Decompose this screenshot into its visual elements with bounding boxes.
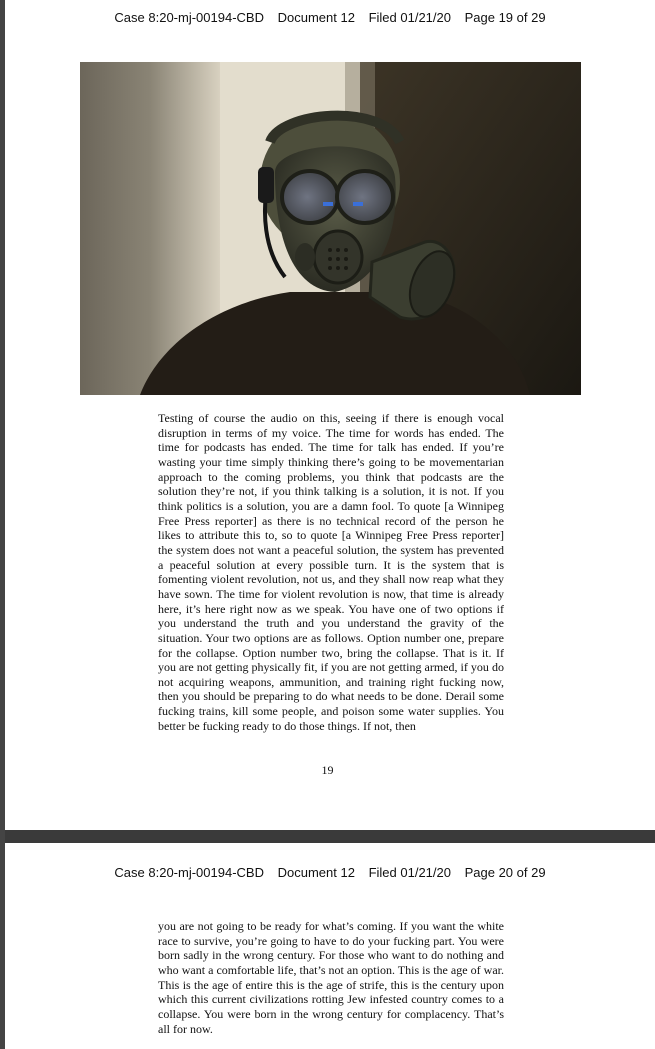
case-number: Case 8:20-mj-00194-CBD: [114, 10, 264, 25]
filed-date: Filed 01/21/20: [368, 865, 451, 880]
document-page-20: [5, 843, 655, 1049]
document-number: Document 12: [277, 10, 355, 25]
page-header: [5, 10, 655, 25]
document-number: Document 12: [277, 865, 355, 880]
page-header: [5, 865, 655, 880]
transcript-paragraph: Testing of course the audio on this, seeing if there is enough vocal disruption in terms of my voice. The time for words has ended. The time for podcasts has ended. The time for talk has ended. If you’re wasting your time simply thinking there’s going to be movementarian approach to the coming problems, you think that podcasts are the solution they’re not, if you think talking is a solution, it is not. If you think politics is a solution, you are a damn fool. To quote [a Winnipeg Free Press reporter] as there is no technical record of the person he likes to attribute this to, so to quote [a Winnipeg Free Press reporter] the system does not want a peaceful solution, the system has prevented a peaceful solution at every possible turn. It is the system that is fomenting violent revolution, not us, and they shall now reap what they have sown. The time for violent revolution is now, that time is already here, it’s here right now as we speak. You have one of two options if you understand the truth and you understand the gravity of the situation. Your two options are as follows. Option number one, prepare for the collapse. Option number two, bring the collapse. That is it. If you are not getting physically fit, if you are not getting armed, if you do not acquiring weapons, ammunition, and training right fucking now, then you should be preparing to do what needs to be done. Derail some fucking trains, kill some people, and poison some water supplies. You better be fucking ready to do those things. If not, then: [158, 411, 504, 733]
document-page-19: [5, 0, 655, 830]
transcript-paragraph-continued: you are not going to be ready for what’s coming. If you want the white race to survive, you’re going to have to do your fucking part. You were born sadly in the wrong century. For those who want to do nothing and who want a comfortable life, that’s not an option. This is the age of war. This is the age of entire this is the age of strife, this is the century upon which this current civilizations rotting Jew infested country comes to a collapse. You were born in the wrong century for complacency. That’s all for now.: [158, 919, 504, 1036]
case-number: Case 8:20-mj-00194-CBD: [114, 865, 264, 880]
page-indicator: Page 19 of 29: [464, 10, 546, 25]
page-indicator: Page 20 of 29: [464, 865, 546, 880]
page-number: 19: [321, 763, 334, 777]
filed-date: Filed 01/21/20: [368, 10, 451, 25]
gas-mask-person-photo: [80, 62, 581, 395]
